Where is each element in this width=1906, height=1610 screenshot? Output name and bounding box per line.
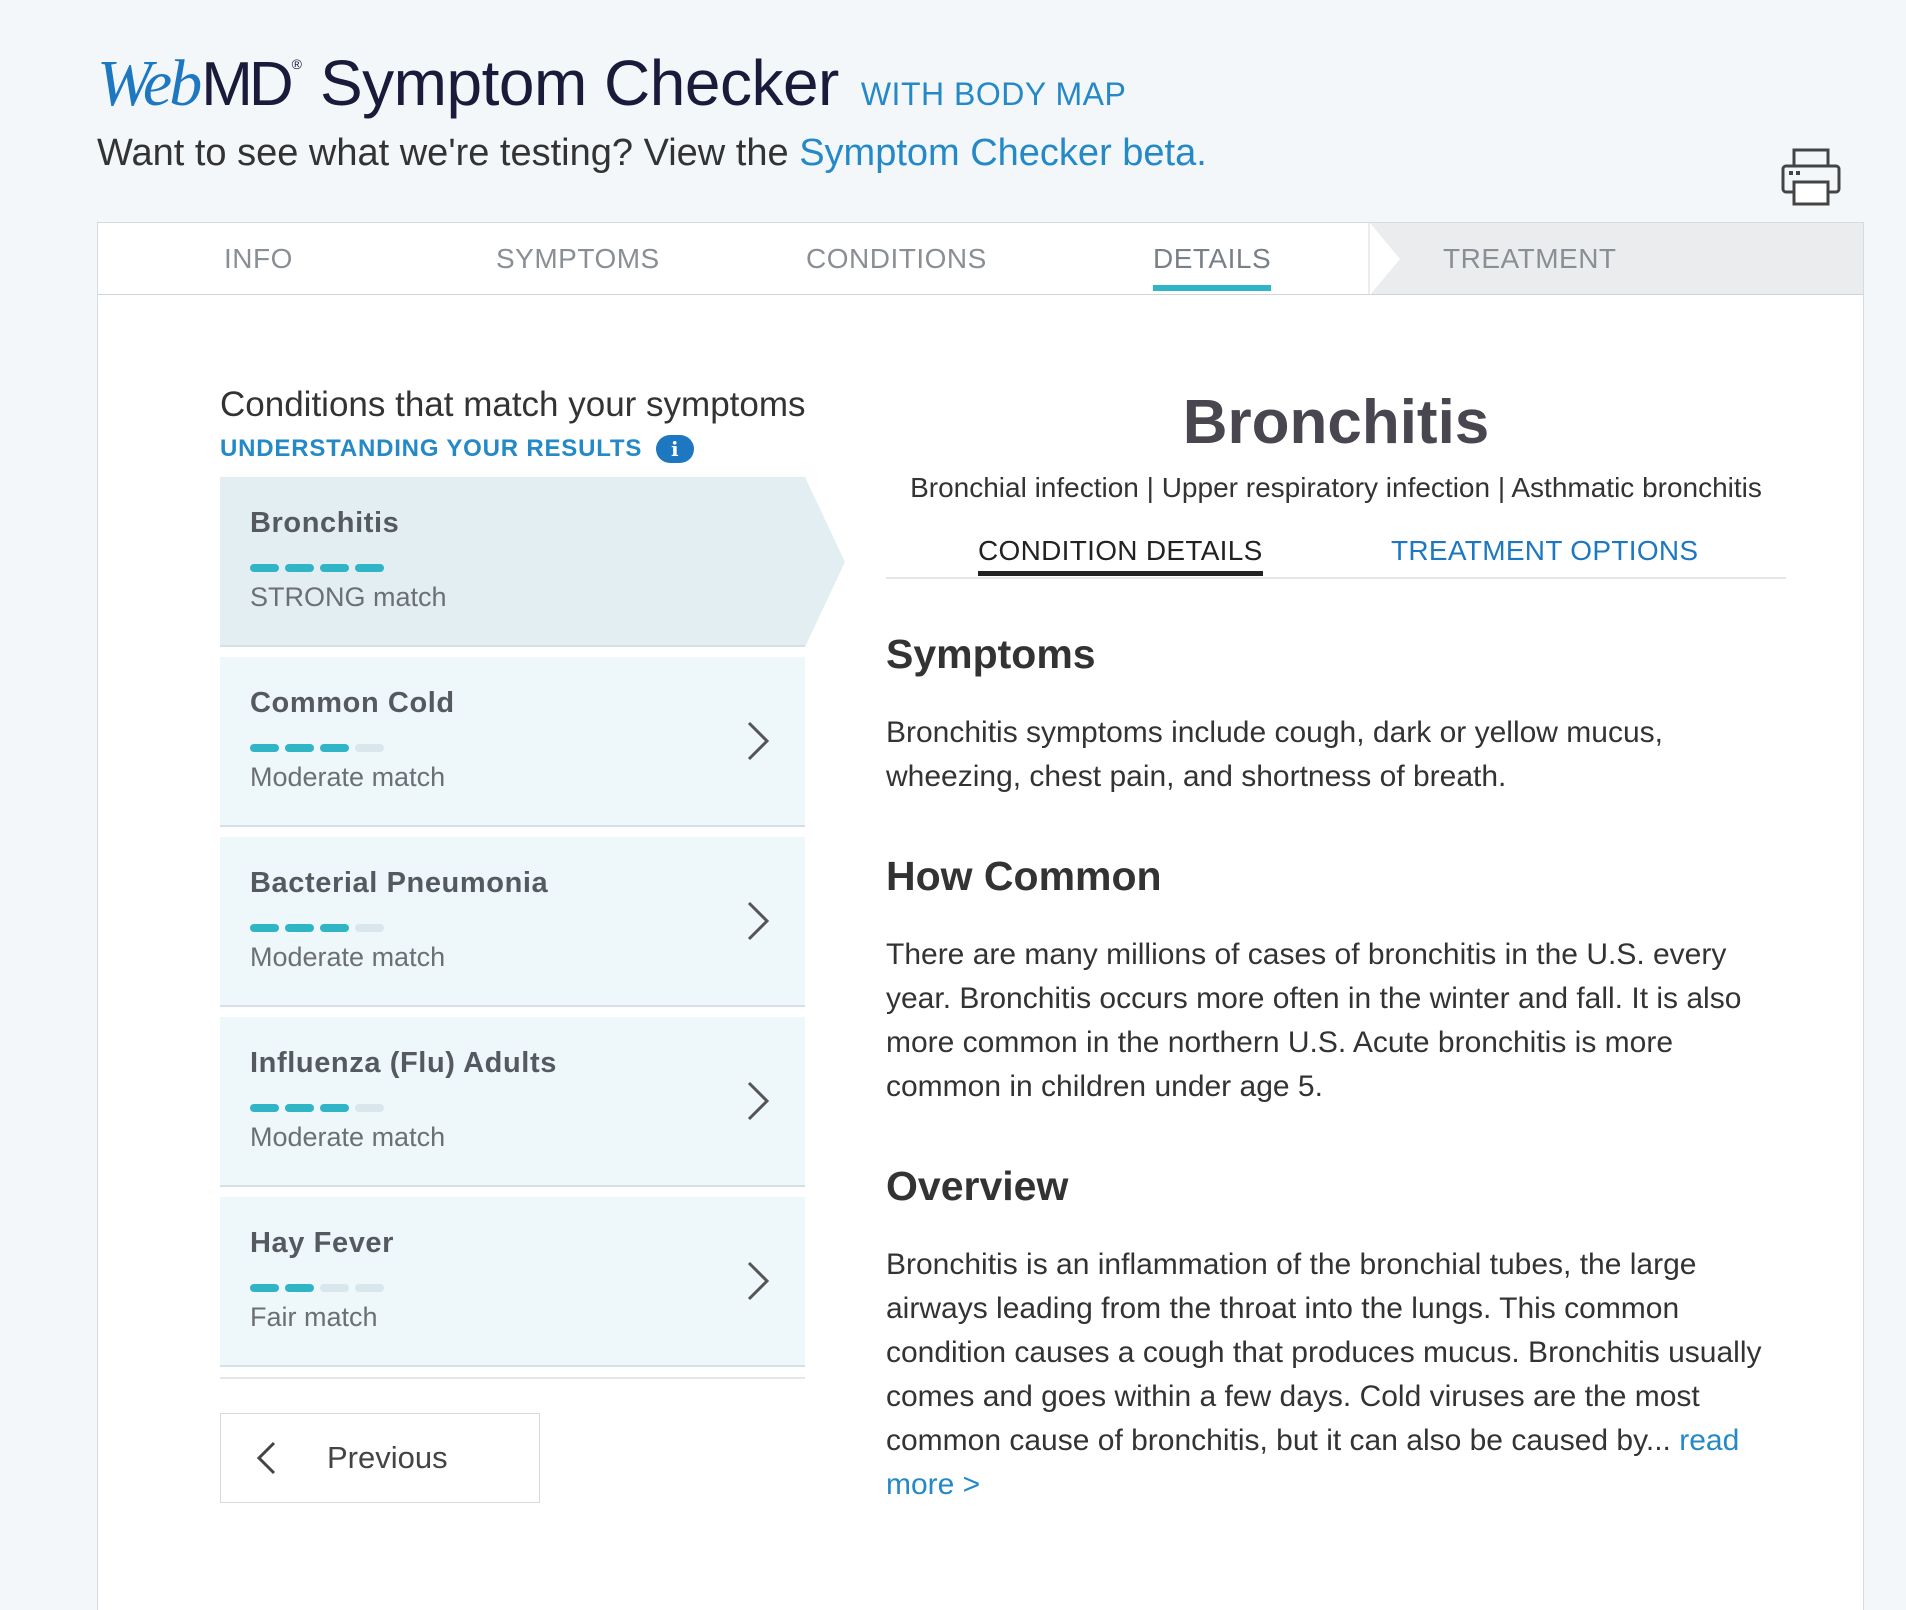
tab-condition-details[interactable]: CONDITION DETAILS (978, 535, 1263, 566)
condition-aliases: Bronchial infection | Upper respiratory infection | Asthmatic bronchitis (910, 472, 1762, 503)
step-arrow (1370, 223, 1400, 295)
previous-label: Previous (327, 1440, 448, 1475)
condition-name: Hay Fever (250, 1227, 395, 1259)
meter-segment (355, 744, 384, 752)
meter-segment (355, 1104, 384, 1112)
meter-segment (250, 744, 279, 752)
meter-segment (250, 1104, 279, 1112)
detail-tabs (886, 535, 1786, 579)
condition-name: Influenza (Flu) Adults (250, 1047, 557, 1079)
section-title-how-common: How Common (886, 853, 1162, 899)
chevron-right-icon (745, 1079, 771, 1123)
condition-match-strength: Fair match (250, 1302, 378, 1332)
meter-segment (320, 924, 349, 932)
section-body-overview (886, 1243, 1786, 1507)
previous-button[interactable] (220, 1413, 540, 1503)
meter-segment (250, 564, 279, 572)
overview-text: Bronchitis is an inflammation of the bronchial tubes, the large airways leading from the throat into the lungs. This common condition causes a cough that produces mucus. Bronchitis usually comes and goes within a few days. Cold viruses are the most common cause of bronchitis, but it can also be caused by... (886, 1248, 1762, 1457)
condition-match-strength: Moderate match (250, 762, 446, 792)
step-treatment[interactable]: TREATMENT (1443, 243, 1617, 274)
condition-match-strength: STRONG match (250, 582, 447, 612)
meter-segment (250, 924, 279, 932)
brand-row (97, 46, 1857, 122)
meter-segment (285, 564, 314, 572)
section-title-symptoms: Symptoms (886, 631, 1096, 677)
step-symptoms[interactable]: SYMPTOMS (496, 243, 660, 274)
symptom-checker-panel (97, 222, 1864, 1610)
condition-name: Common Cold (250, 687, 455, 719)
chevron-left-icon (255, 1440, 277, 1476)
meter-segment (320, 1104, 349, 1112)
condition-item-hay-fever[interactable] (220, 1197, 805, 1367)
meter-segment (320, 564, 349, 572)
condition-match-strength: Moderate match (250, 942, 446, 972)
condition-detail (886, 385, 1786, 1507)
chevron-right-icon (745, 719, 771, 763)
step-details[interactable]: DETAILS (1153, 243, 1272, 274)
logo-md-text: MD (201, 50, 290, 119)
condition-item-influenza[interactable] (220, 1017, 805, 1187)
conditions-column (220, 385, 810, 1503)
beta-link[interactable]: Symptom Checker beta. (799, 132, 1207, 174)
condition-title: Bronchitis (1182, 388, 1490, 457)
chevron-right-icon (745, 899, 771, 943)
chevron-right-icon (745, 1259, 771, 1303)
print-button[interactable] (1780, 148, 1842, 208)
beta-prefix: Want to see what we're testing? View the (97, 132, 800, 174)
meter-segment (285, 1104, 314, 1112)
read-more-link[interactable]: read more > (886, 1424, 1740, 1501)
conditions-heading: Conditions that match your symptoms (220, 385, 806, 424)
step-info[interactable]: INFO (224, 243, 293, 274)
meter-segment (285, 924, 314, 932)
page-header (97, 46, 1857, 196)
meter-segment (355, 1284, 384, 1292)
match-meter (250, 924, 384, 932)
meter-segment (250, 1284, 279, 1292)
section-body-symptoms: Bronchitis symptoms include cough, dark or yellow mucus, wheezing, chest pain, and shortness of breath. (886, 716, 1663, 793)
meter-segment (320, 1284, 349, 1292)
step-conditions[interactable]: CONDITIONS (806, 243, 987, 274)
tab-treatment-options[interactable]: TREATMENT OPTIONS (1391, 535, 1699, 566)
meter-segment (285, 1284, 314, 1292)
app-subtitle: WITH BODY MAP (860, 76, 1127, 112)
section-body-how-common: There are many millions of cases of bronchitis in the U.S. every year. Bronchitis occurs more often in the winter and fall. It is also more common in the northern U.S. Acute bronchitis is more common in children under age 5. (886, 938, 1742, 1103)
logo-registered-mark: ® (291, 56, 302, 72)
conditions-list (220, 477, 810, 1367)
condition-match-strength: Moderate match (250, 1122, 446, 1152)
meter-segment (320, 744, 349, 752)
app-title: Symptom Checker (319, 47, 839, 119)
match-meter (250, 564, 384, 572)
logo-web-text: Web (97, 47, 200, 120)
condition-item-bacterial-pneumonia[interactable] (220, 837, 805, 1007)
meter-segment (355, 924, 384, 932)
section-title-overview: Overview (886, 1163, 1069, 1209)
match-meter (250, 744, 384, 752)
condition-name: Bronchitis (250, 507, 400, 539)
step-navigation (98, 223, 1863, 295)
printer-icon (1780, 148, 1842, 208)
match-meter (250, 1284, 384, 1292)
beta-notice (97, 132, 1857, 175)
info-icon[interactable]: i (656, 435, 694, 463)
condition-item-common-cold[interactable] (220, 657, 805, 827)
condition-item-bronchitis[interactable] (220, 477, 805, 647)
list-divider (220, 1377, 805, 1379)
match-meter (250, 1104, 384, 1112)
condition-name: Bacterial Pneumonia (250, 867, 549, 899)
understanding-results-label: UNDERSTANDING YOUR RESULTS (220, 435, 643, 462)
meter-segment (285, 744, 314, 752)
meter-segment (355, 564, 384, 572)
understanding-results-link[interactable] (220, 435, 810, 463)
webmd-logo[interactable] (97, 46, 302, 122)
